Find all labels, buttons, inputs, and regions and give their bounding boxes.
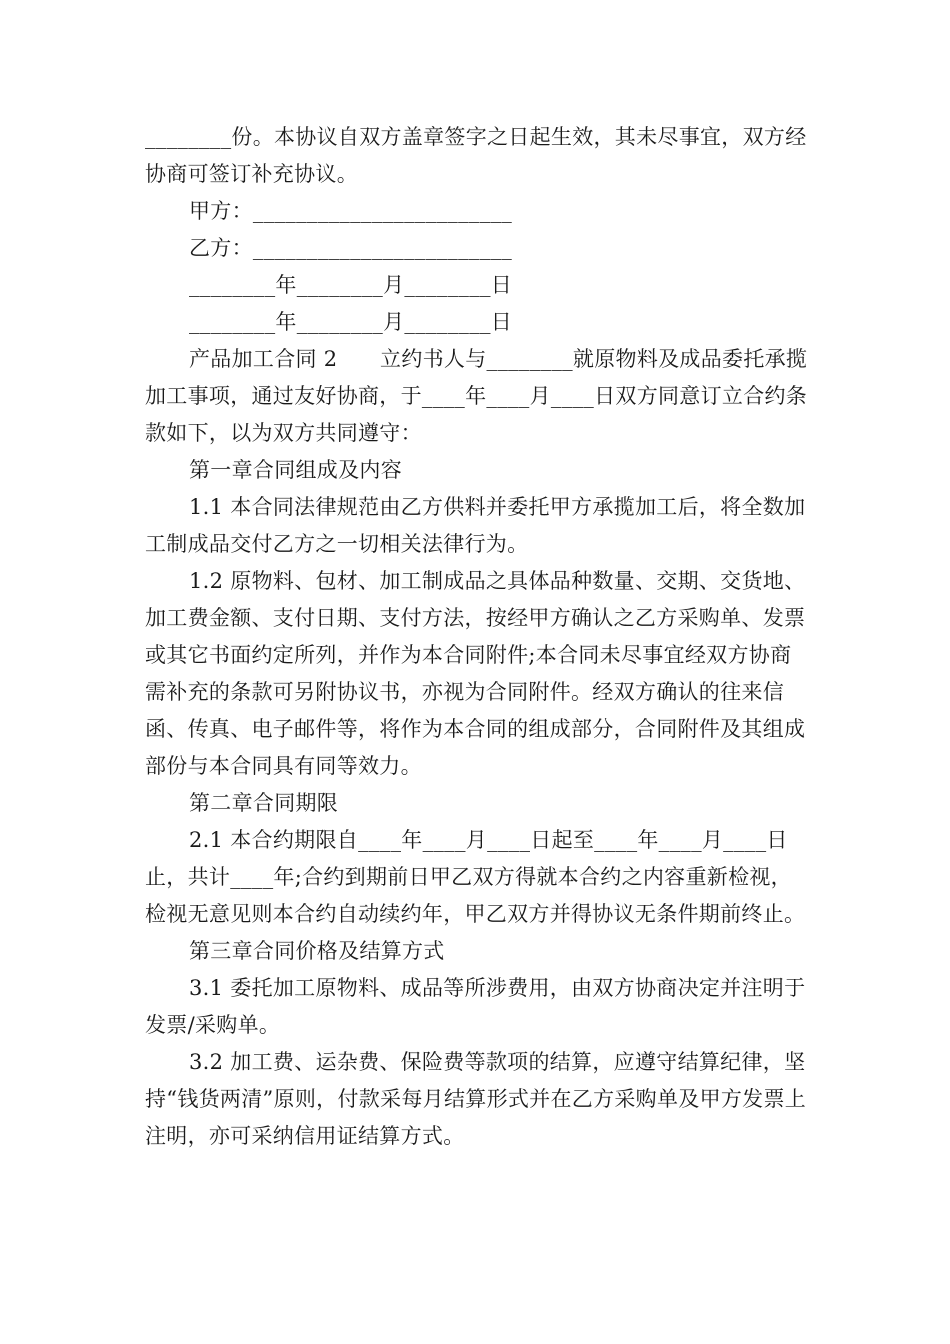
paragraph-continuation: ________份。本协议自双方盖章签字之日起生效，其未尽事宜，双方经协商可签订补充协议。	[145, 125, 807, 186]
clause-1-1: 1.1 本合同法律规范由乙方供料并委托甲方承揽加工后，将全数加工制成品交付乙方之一切相关法律行为。	[145, 495, 806, 556]
chapter-1-heading: 第一章合同组成及内容	[189, 458, 402, 482]
chapter-3-heading: 第三章合同价格及结算方式	[189, 939, 445, 963]
clause-2-1: 2.1 本合约期限自____年____月____日起至____年____月____日止，共计____年;合约到期前日甲乙双方得就本合约之内容重新检视，检视无意见则本合约自动续约年，甲乙双方并得协议无条件期前终止。	[145, 828, 806, 926]
date-line-2: ________年________月________日	[189, 310, 513, 334]
party-a-signature-line: 甲方：________________________	[189, 199, 513, 223]
document-body	[145, 119, 810, 1155]
clause-3-2: 3.2 加工费、运杂费、保险费等款项的结算，应遵守结算纪律，坚持“钱货两清”原则，付款采每月结算形式并在乙方采购单及甲方发票上注明，亦可采纳信用证结算方式。	[145, 1050, 807, 1148]
chapter-2-heading: 第二章合同期限	[189, 791, 339, 815]
date-line-1: ________年________月________日	[189, 273, 513, 297]
contract-2-intro: 产品加工合同 2 立约书人与________就原物料及成品委托承揽加工事项，通过友好协商，于____年____月____日双方同意订立合约条款如下，以为双方共同遵守：	[145, 347, 808, 445]
party-b-signature-line: 乙方：________________________	[189, 236, 513, 260]
clause-3-1: 3.1 委托加工原物料、成品等所涉费用，由双方协商决定并注明于发票/采购单。	[145, 976, 806, 1037]
clause-1-2: 1.2 原物料、包材、加工制成品之具体品种数量、交期、交货地、加工费金额、支付日期、支付方法，按经甲方确认之乙方采购单、发票或其它书面约定所列，并作为本合同附件;本合同未尽事宜经双方协商需补充的条款可另附协议书，亦视为合同附件。经双方确认的往来信函、传真、电子邮件等，将作为本合同的组成部分，合同附件及其组成部份与本合同具有同等效力。	[145, 569, 806, 778]
